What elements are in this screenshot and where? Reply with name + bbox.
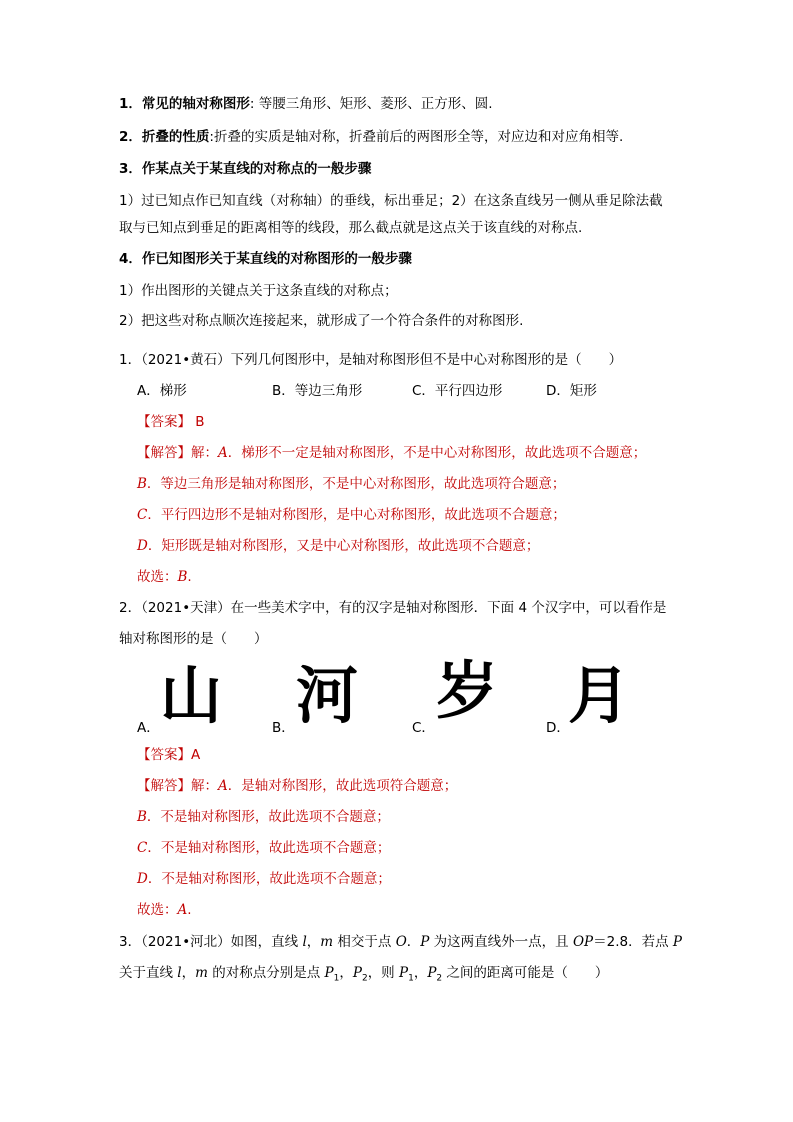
q2-analysis-line-1: 【解答】解：A．是轴对称图形，故此选项符合题意； — [137, 778, 458, 794]
knowledge-4-line2: 2）把这些对称点顺次连接起来，就形成了一个符合条件的对称图形. — [119, 313, 524, 329]
q2-stem-line2: 轴对称图形的是（ ） — [119, 631, 268, 647]
knowledge-1: 1．常见的轴对称图形: 等腰三角形、矩形、菱形、正方形、圆. — [119, 96, 493, 112]
q2-answer: 【答案】A — [137, 747, 201, 763]
q1-stem: 1．（2021•黄石）下列几何图形中，是轴对称图形但不是中心对称图形的是（ ） — [119, 352, 623, 368]
q1-option-b: B．等边三角形 — [272, 383, 363, 399]
q2-glyph-yue: 月 — [568, 659, 631, 732]
knowledge-2: 2．折叠的性质:折叠的实质是轴对称，折叠前后的两图形全等，对应边和对应角相等. — [119, 129, 624, 145]
q2-option-a-label: A． — [137, 720, 160, 736]
q2-conclusion: 故选：A. — [137, 902, 192, 918]
q1-analysis-line-3: C．平行四边形不是轴对称图形，是中心对称图形，故此选项不合题意； — [137, 507, 566, 523]
q2-option-b-label: B． — [272, 720, 295, 736]
knowledge-1-title: 常见的轴对称图形 — [141, 96, 250, 112]
q2-glyph-shan: 山 — [160, 659, 223, 732]
q2-option-d-label: D． — [546, 720, 570, 736]
knowledge-3-line2: 取与已知点到垂足的距离相等的线段，那么截点就是这点关于该直线的对称点. — [119, 220, 583, 236]
knowledge-3-title: 3．作某点关于某直线的对称点的一般步骤 — [119, 161, 372, 177]
knowledge-4-title: 4．作已知图形关于某直线的对称图形的一般步骤 — [119, 251, 412, 267]
knowledge-4-line1: 1）作出图形的关键点关于这条直线的对称点； — [119, 283, 398, 299]
q1-answer: 【答案】 B — [137, 414, 205, 430]
q1-option-d: D．矩形 — [546, 383, 597, 399]
q2-analysis-line-4: D．不是轴对称图形，故此选项不合题意； — [137, 871, 391, 887]
q1-option-c: C．平行四边形 — [412, 383, 503, 399]
knowledge-2-title: 折叠的性质 — [141, 129, 210, 145]
q2-glyph-sui: 岁 — [436, 654, 499, 727]
q2-analysis-line-2: B．不是轴对称图形，故此选项不合题意； — [137, 809, 390, 825]
q1-option-a: A．梯形 — [137, 383, 187, 399]
knowledge-3-line1: 1）过已知点作已知直线（对称轴）的垂线，标出垂足；2）在这条直线另一侧从垂足除法截 — [119, 193, 663, 209]
q2-option-c-label: C． — [412, 720, 435, 736]
q2-glyph-he: 河 — [296, 659, 359, 732]
q2-answer-value: A — [191, 747, 201, 763]
q3-stem-line2: 关于直线 l，m 的对称点分别是点 $P_1$，$P_2$，则 $P_1$，$P_2$ 之间的距离可能是（ ） — [119, 965, 609, 984]
q3-stem-line1: 3．（2021•河北）如图，直线 l，m 相交于点 O．P 为这两直线外一点，且 OP＝2.8．若点 P — [119, 934, 682, 950]
q2-analysis-line-3: C．不是轴对称图形，故此选项不合题意； — [137, 840, 391, 856]
q1-analysis-line-2: B．等边三角形是轴对称图形，不是中心对称图形，故此选项符合题意； — [137, 476, 566, 492]
q2-stem-line1: 2．（2021•天津）在一些美术字中，有的汉字是轴对称图形．下面 4 个汉字中，可以看作是 — [119, 600, 667, 616]
q1-answer-value: B — [195, 414, 205, 430]
q1-analysis-line-1: 【解答】解：A．梯形不一定是轴对称图形，不是中心对称图形，故此选项不合题意； — [137, 445, 647, 461]
q1-analysis-line-4: D．矩形既是轴对称图形，又是中心对称图形，故此选项不合题意； — [137, 538, 540, 554]
q1-conclusion: 故选：B. — [137, 569, 192, 585]
